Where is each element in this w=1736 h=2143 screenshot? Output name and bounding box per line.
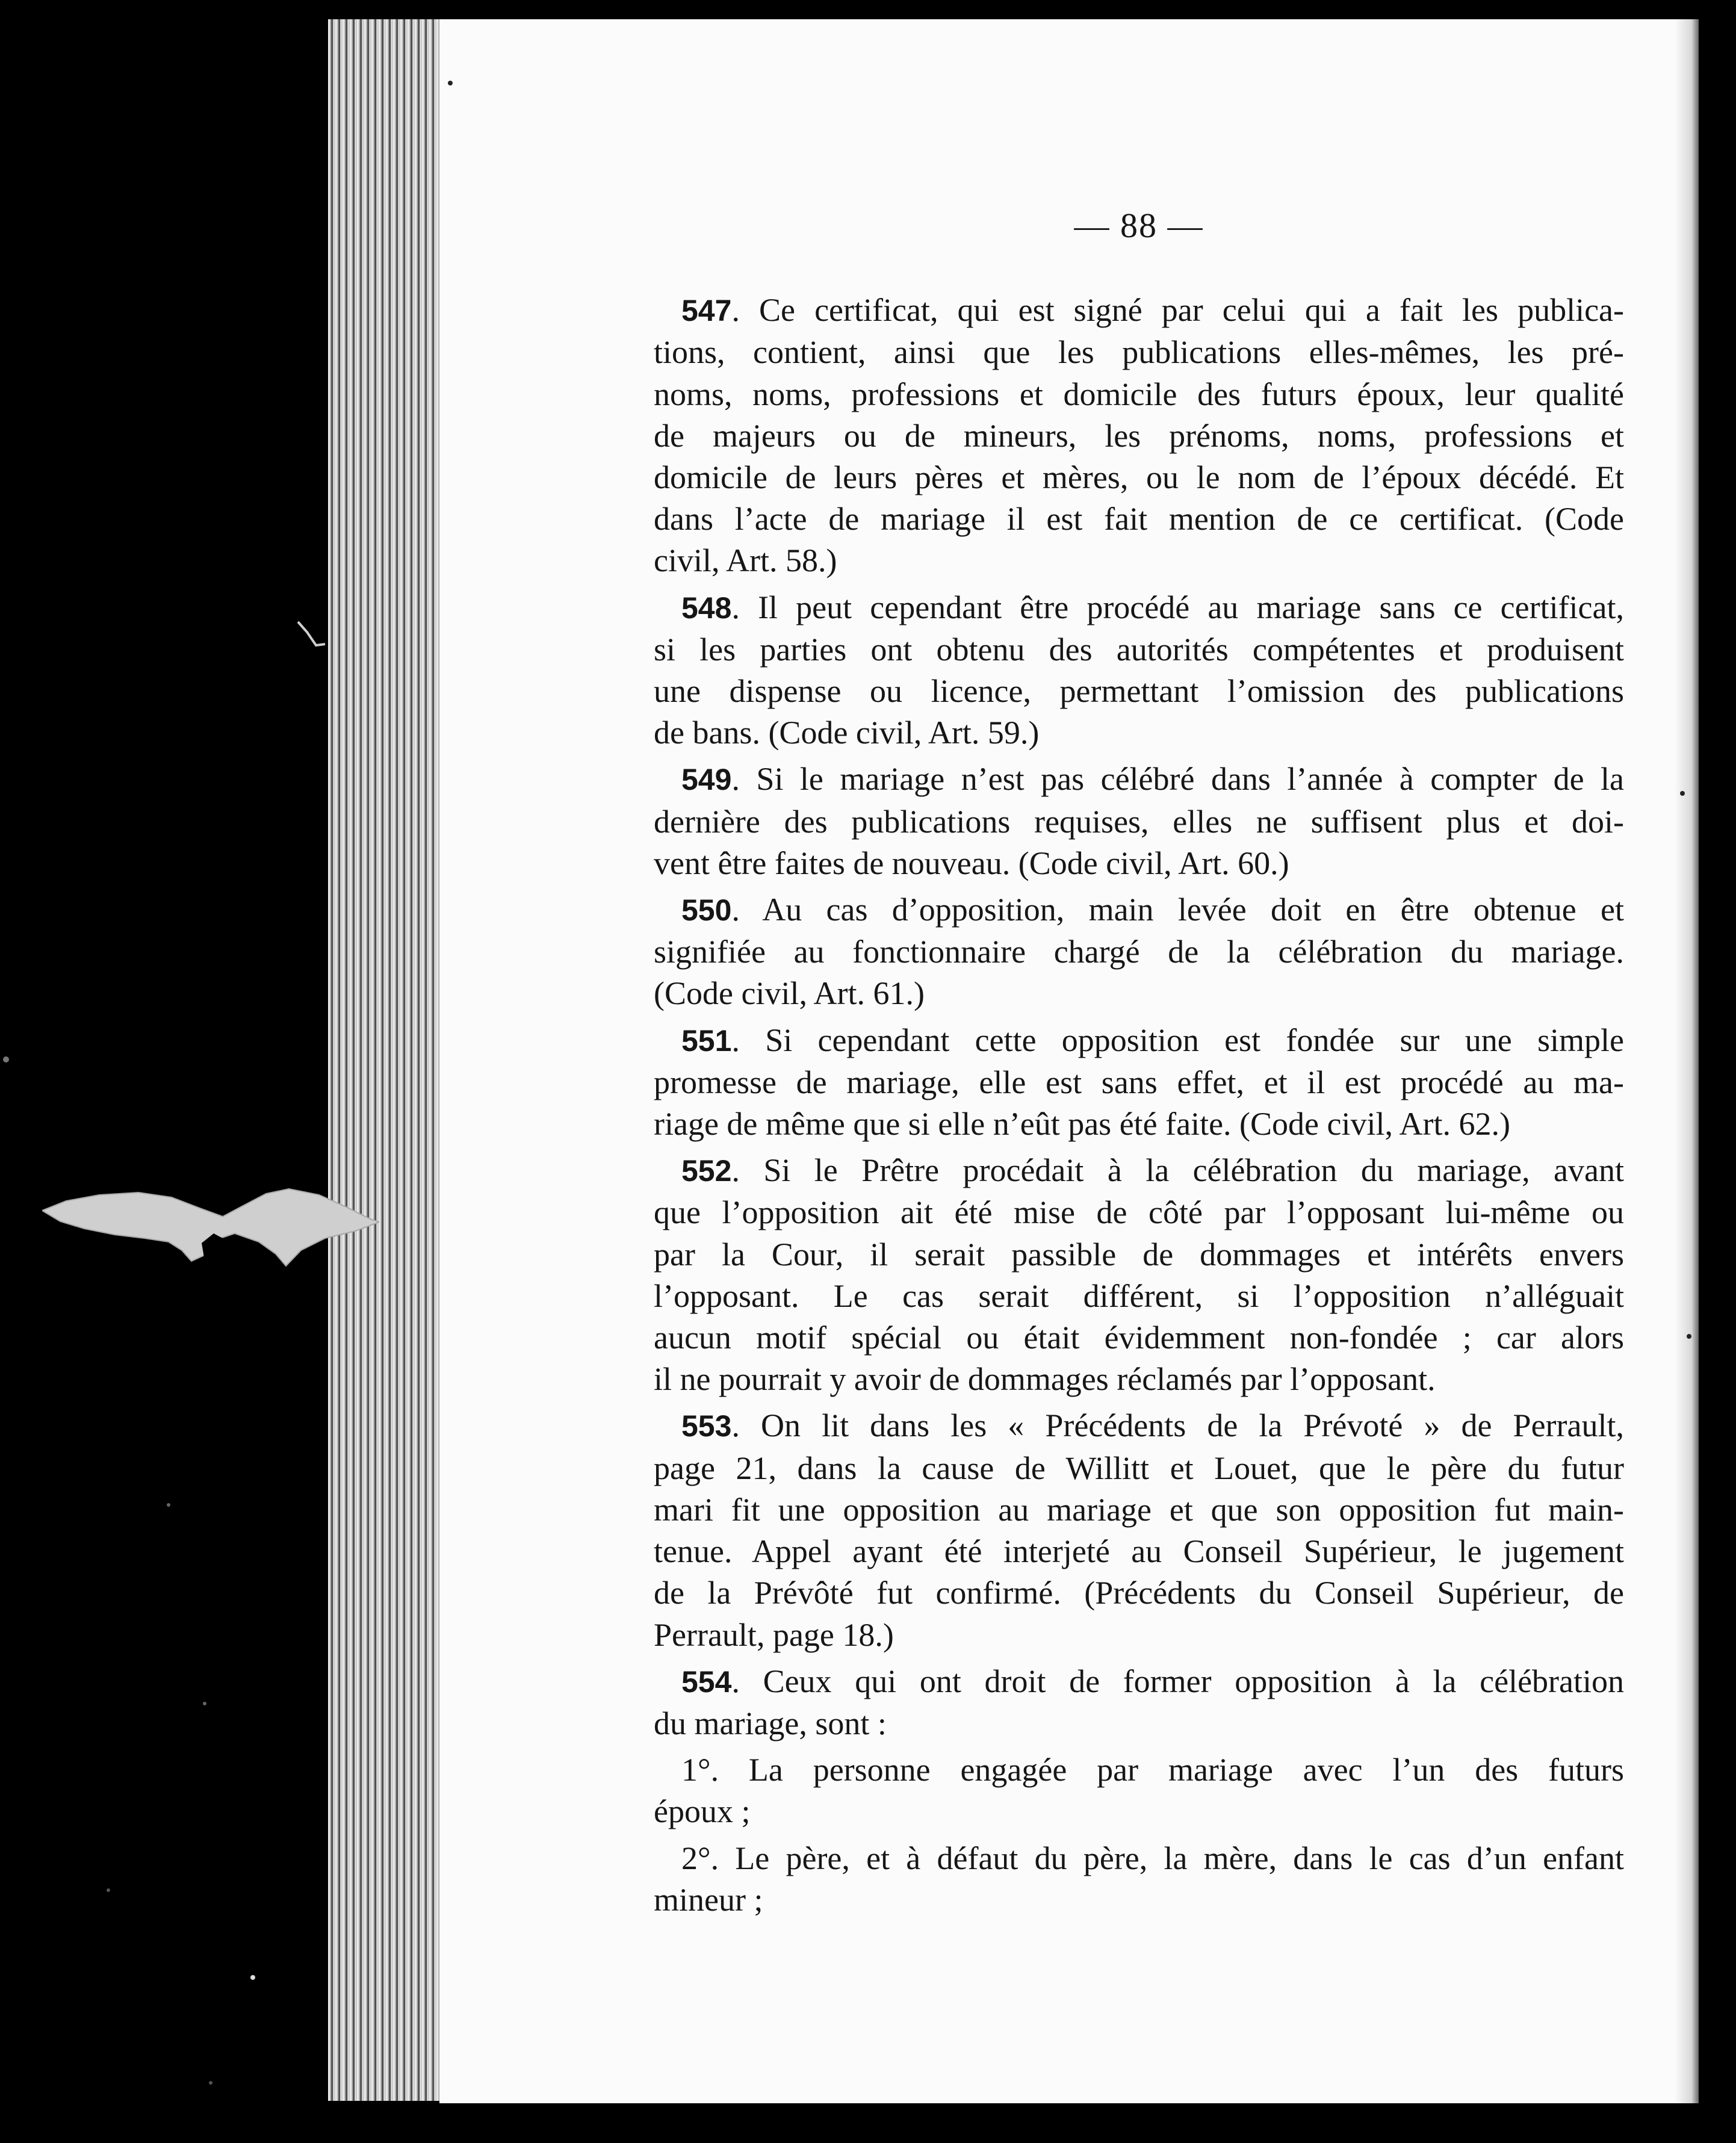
article-list — [654, 290, 1624, 1921]
text-line — [654, 587, 1624, 629]
line-text: que l’opposition ait été mise de côté par l’opposant lui-même ou — [654, 1194, 1624, 1231]
text-line — [654, 498, 1624, 540]
line-text: une dispense ou licence, permettant l’omission des publications — [654, 673, 1624, 710]
line-text: par la Cour, il serait passible de dommages et intérêts envers — [654, 1236, 1624, 1273]
line-text: de majeurs ou de mineurs, les prénoms, noms, professions et — [654, 417, 1624, 454]
page-text — [654, 205, 1624, 1926]
text-line — [654, 671, 1624, 712]
text-line — [654, 1791, 1624, 1832]
line-text: il ne pourrait y avoir de dommages réclamés par l’opposant. — [654, 1361, 1436, 1398]
torn-paper-fragment — [42, 1171, 379, 1273]
line-text: l’opposant. Le cas serait différent, si l’opposition n’alléguait — [654, 1277, 1624, 1314]
line-text: . Ceux qui ont droit de former opposition à la célébration — [731, 1663, 1624, 1699]
line-text: . Il peut cependant être procédé au mariage sans ce certificat, — [731, 589, 1624, 625]
text-line — [654, 1448, 1624, 1489]
article-number: 550 — [681, 893, 732, 928]
line-text: si les parties ont obtenu des autorités compétentes et produisent — [654, 631, 1624, 668]
text-line — [654, 973, 1624, 1014]
text-line — [654, 843, 1624, 884]
text-line — [654, 1531, 1624, 1572]
text-line — [654, 1838, 1624, 1879]
text-line — [654, 1405, 1624, 1447]
line-text: . Si cependant cette opposition est fondée sur une simple — [731, 1022, 1624, 1058]
article-paragraph — [654, 290, 1624, 581]
line-text: dans l’acte de mariage il est fait mention de ce certificat. (Code — [654, 501, 1624, 538]
article-number: 552 — [681, 1154, 732, 1188]
text-line — [654, 1062, 1624, 1103]
text-line — [654, 374, 1624, 415]
article-number: 553 — [681, 1409, 732, 1444]
article-paragraph — [654, 1150, 1624, 1400]
line-text: 2°. Le père, et à défaut du père, la mère, dans le cas d’un enfant — [681, 1840, 1624, 1876]
line-text: riage de même que si elle n’eût pas été faite. (Code civil, Art. 62.) — [654, 1106, 1510, 1143]
text-line — [654, 1192, 1624, 1233]
text-line — [654, 801, 1624, 843]
text-line — [654, 1572, 1624, 1614]
line-text: aucun motif spécial ou était évidemment non-fondée ; car alors — [654, 1320, 1624, 1356]
line-text: tions, contient, ainsi que les publications elles-mêmes, les pré- — [654, 334, 1624, 371]
line-text: mari fit une opposition au mariage et que son opposition fut main- — [654, 1491, 1624, 1528]
text-line — [654, 1103, 1624, 1145]
article-paragraph — [654, 1749, 1624, 1832]
line-text: de la Prévôté fut confirmé. (Précédents du Conseil Supérieur, de — [654, 1575, 1624, 1611]
text-line — [654, 540, 1624, 581]
text-line — [654, 415, 1624, 457]
line-text: . On lit dans les « Précédents de la Prévoté » de Perrault, — [731, 1407, 1624, 1444]
line-text: promesse de mariage, elle est sans effet, et il est procédé au ma- — [654, 1064, 1624, 1100]
article-paragraph — [654, 1661, 1624, 1744]
page-number: — 88 — — [1074, 206, 1204, 245]
article-number: 549 — [681, 763, 732, 797]
article-paragraph — [654, 758, 1624, 884]
line-text: . Ce certificat, qui est signé par celui qui a fait les publica- — [731, 292, 1624, 329]
line-text: . Si le Prêtre procédait à la célébration du mariage, avant — [731, 1152, 1624, 1189]
line-text: de bans. (Code civil, Art. 59.) — [654, 715, 1040, 751]
line-text: 1°. La personne engagée par mariage avec l’un des futurs — [681, 1752, 1624, 1788]
line-text: dernière des publications requises, elles ne suffisent plus et doi- — [654, 803, 1624, 840]
line-text: vent être faites de nouveau. (Code civil, Art. 60.) — [654, 845, 1289, 881]
text-line — [654, 1276, 1624, 1317]
text-line — [654, 629, 1624, 671]
line-text: tenue. Appel ayant été interjeté au Conseil Supérieur, le jugement — [654, 1533, 1624, 1570]
article-number: 551 — [681, 1023, 732, 1058]
line-text: . Si le mariage n’est pas célébré dans l’année à compter de la — [731, 761, 1624, 798]
article-number: 547 — [681, 294, 732, 328]
line-text: Perrault, page 18.) — [654, 1616, 894, 1653]
text-line — [654, 1489, 1624, 1531]
line-text: . Au cas d’opposition, main levée doit en être obtenue et — [731, 892, 1624, 928]
text-line — [654, 1359, 1624, 1400]
text-line — [654, 1879, 1624, 1921]
line-text: du mariage, sont : — [654, 1705, 887, 1741]
article-number: 554 — [681, 1664, 732, 1699]
text-line — [654, 889, 1624, 931]
text-line — [654, 1614, 1624, 1656]
article-number: 548 — [681, 591, 732, 625]
text-line — [654, 1661, 1624, 1703]
article-paragraph — [654, 587, 1624, 754]
line-text: domicile de leurs pères et mères, ou le nom de l’époux décédé. Et — [654, 459, 1624, 496]
text-line — [654, 1703, 1624, 1744]
page-gutter-shadow — [1675, 19, 1699, 2103]
article-paragraph — [654, 889, 1624, 1015]
line-text: civil, Art. 58.) — [654, 542, 837, 579]
article-paragraph — [654, 1838, 1624, 1921]
book-page-edges — [328, 19, 439, 2101]
text-line — [654, 1234, 1624, 1276]
text-line — [654, 1150, 1624, 1192]
article-paragraph — [654, 1405, 1624, 1655]
line-text: (Code civil, Art. 61.) — [654, 975, 925, 1012]
article-paragraph — [654, 1020, 1624, 1146]
text-line — [654, 457, 1624, 498]
text-line — [654, 1749, 1624, 1791]
text-line — [654, 1020, 1624, 1062]
line-text: signifiée au fonctionnaire chargé de la célébration du mariage. — [654, 934, 1624, 970]
text-line — [654, 332, 1624, 373]
text-line — [654, 931, 1624, 973]
line-text: mineur ; — [654, 1881, 763, 1918]
text-line — [654, 712, 1624, 754]
text-line — [654, 758, 1624, 801]
text-line — [654, 290, 1624, 332]
text-line — [654, 1317, 1624, 1359]
line-text: époux ; — [654, 1793, 751, 1830]
line-text: noms, noms, professions et domicile des futurs époux, leur qualité — [654, 376, 1624, 412]
line-text: page 21, dans la cause de Willitt et Louet, que le père du futur — [654, 1450, 1624, 1486]
